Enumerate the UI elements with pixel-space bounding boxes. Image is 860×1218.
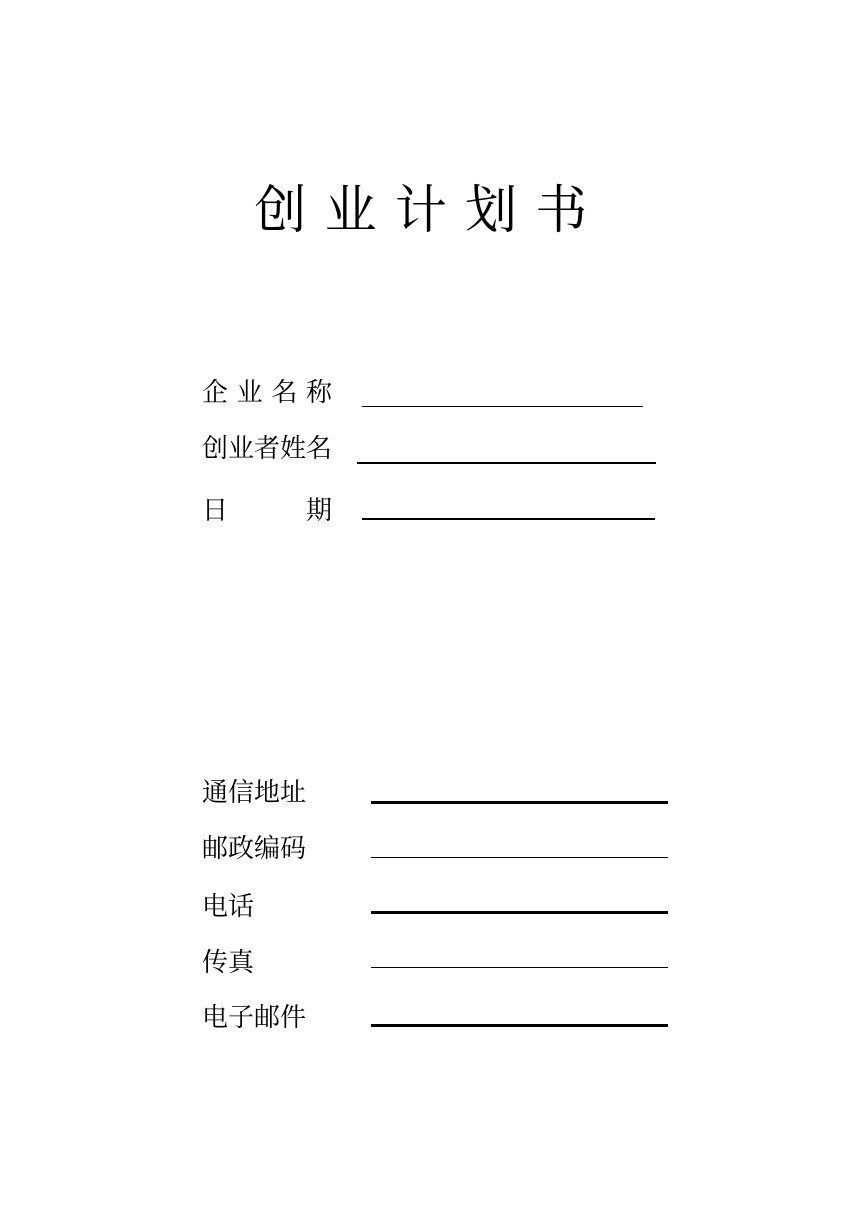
- mailing-address-label: 通信地址: [202, 778, 307, 808]
- date-label: 日期: [202, 496, 332, 526]
- email-label: 电子邮件: [202, 1003, 307, 1033]
- date-blank-line[interactable]: [362, 518, 655, 520]
- postal-code-blank-line[interactable]: [371, 857, 668, 858]
- mailing-address-blank-line[interactable]: [371, 801, 668, 804]
- fax-blank-line[interactable]: [371, 967, 668, 968]
- fax-label: 传真: [202, 948, 255, 978]
- postal-code-label: 邮政编码: [202, 834, 307, 864]
- founder-name-blank-line[interactable]: [357, 462, 656, 464]
- phone-blank-line[interactable]: [371, 911, 668, 914]
- email-blank-line[interactable]: [371, 1024, 668, 1027]
- company-name-label: 企业名称: [202, 378, 332, 408]
- founder-name-label: 创业者姓名: [202, 434, 333, 464]
- company-name-blank-line[interactable]: [362, 406, 643, 407]
- phone-label: 电话: [202, 892, 255, 922]
- page-title: 创业计划书: [254, 181, 606, 241]
